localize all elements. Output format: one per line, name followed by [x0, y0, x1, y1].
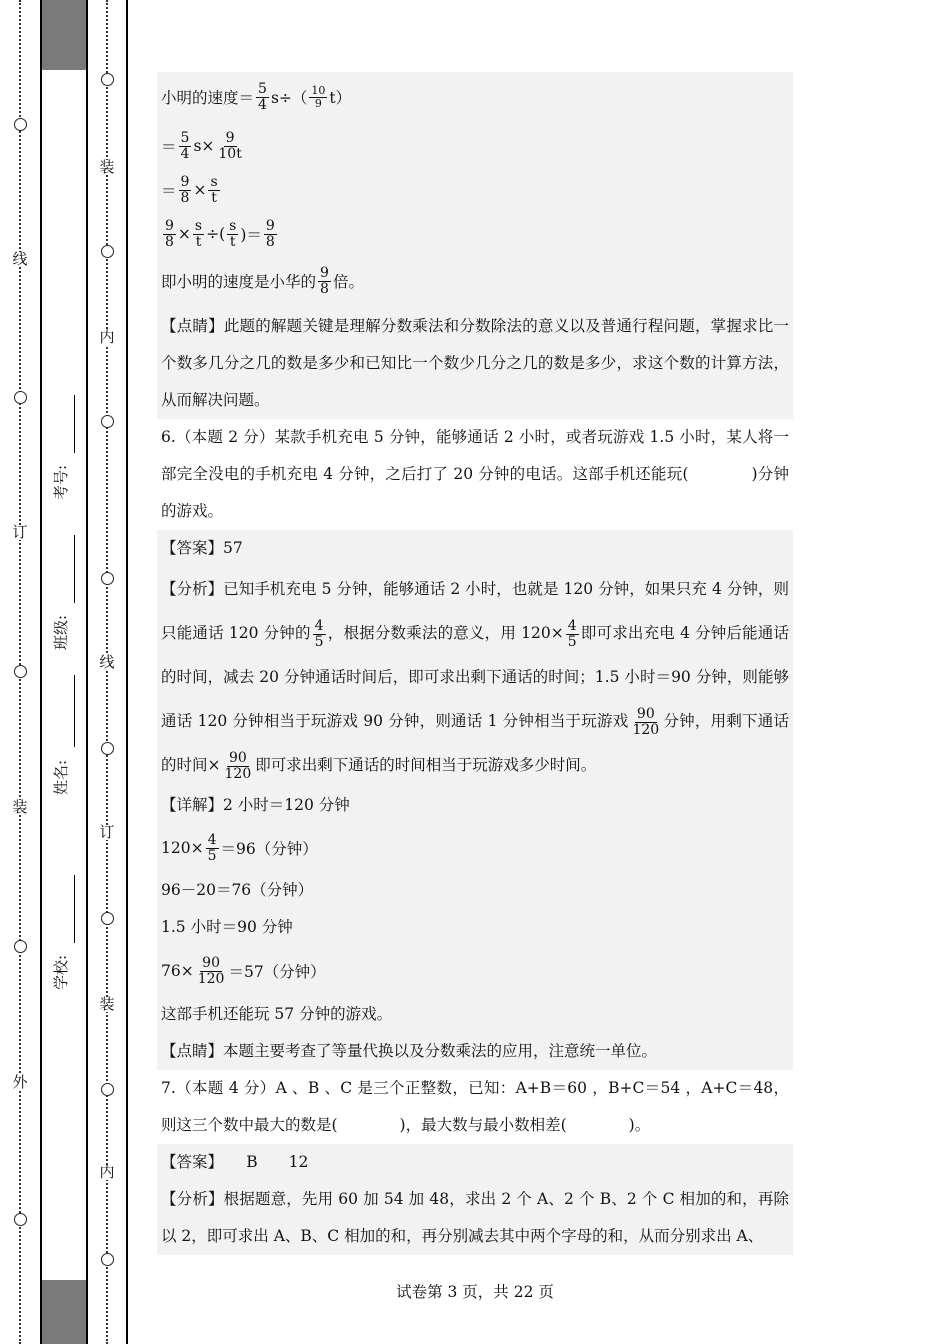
binding-circle — [14, 391, 27, 404]
binding-circle — [101, 245, 114, 258]
answer-line: 【答案】57 — [161, 539, 243, 557]
outer-label: 装 — [10, 800, 30, 815]
calc-line-4: $\frac{9}{8}$ × $\frac{s}{t}$ ÷( $\frac{s}{t}$ )＝ $\frac{9}{8}$ — [165, 217, 275, 250]
analysis-paragraph: 【分析】已知手机充电 5 分钟，能够通话 2 小时，也就是 120 分钟，如果只充 4 分钟，则只能通话 120 分钟的 $\frac{4}{5}$ ，根据分数乘法的意义，用 120× $\frac{4}{5}$ 即可求出充电 4 分钟后能通话的时间，减去 20 分钟通话时间后，即可求出剩下通话的时间；1.5 小时＝90 分钟，则能够通话 120 分钟相当于玩游戏 90 分钟，则通话 1 分钟相当于玩游戏 $\frac{90}{120}$ 分钟，用剩下通话的时间× $\frac{90}{120}$ 即可求出剩下通话的时间相当于玩游戏多少时间。 — [161, 580, 789, 782]
detail-line-2: 96－20＝76（分钟） — [161, 881, 314, 899]
calc-line-2: ＝ $\frac{5}{4}$ s× $\frac{9}{10t}$ — [161, 129, 242, 162]
outer-dotted-column — [10, 0, 30, 1344]
answer-line: 【答案】 B 12 — [161, 1153, 309, 1171]
fraction: $\frac{4}{5}$ — [314, 617, 324, 650]
binding-circle — [101, 572, 114, 585]
detail-line-4: 76× $\frac{90}{120}$ ＝57（分钟） — [161, 954, 326, 987]
comment-paragraph: 【点睛】本题主要考查了等量代换以及分数乘法的应用，注意统一单位。 — [161, 1042, 658, 1060]
inner-label: 内 — [97, 330, 117, 345]
question-7-solution — [157, 1144, 793, 1255]
inner-label: 线 — [97, 655, 117, 670]
binding-circle — [101, 73, 114, 86]
binding-circle — [101, 415, 114, 428]
fraction: $\frac{90}{120}$ — [197, 954, 225, 987]
outer-label: 线 — [10, 252, 30, 267]
solution-continuation — [157, 72, 793, 419]
fraction: $\frac{90}{120}$ — [632, 705, 660, 738]
fraction: $\frac{9}{8}$ — [265, 217, 275, 250]
fraction: $\frac{9}{8}$ — [165, 217, 174, 250]
fraction: $\frac{9}{8}$ — [320, 264, 329, 297]
page-content — [157, 72, 793, 1255]
inner-label: 装 — [97, 997, 117, 1012]
binding-circle — [101, 1083, 114, 1096]
question-7: 7.（本题 4 分）A 、B 、C 是三个正整数，已知：A+B＝60 ，B+C＝54 ，A+C＝48，则这三个数中最大的数是( )，最大数与最小数相差( )。 — [161, 1079, 789, 1134]
fraction: $\frac{s}{t}$ — [194, 217, 203, 250]
gray-band-top — [42, 0, 86, 70]
binding-circle — [14, 665, 27, 678]
fraction: $\frac{90}{120}$ — [224, 749, 252, 782]
binding-circle — [101, 912, 114, 925]
fraction: $\frac{5}{4}$ — [180, 129, 190, 162]
calc-line-1: 小明的速度＝ $\frac{5}{4}$ s÷（ $\frac{10}{9}$ t） — [161, 80, 352, 113]
detail-line-1: 120× $\frac{4}{5}$ ＝96（分钟） — [161, 831, 318, 864]
comment-paragraph: 【点睛】此题的解题关键是理解分数乘法和分数除法的意义以及普通行程问题，掌握求比一个数多几分之几的数是多少和已知比一个数少几分之几的数是多少，求这个数的计算方法，从而解决问题。 — [161, 317, 789, 409]
question-6: 6.（本题 2 分）某款手机充电 5 分钟，能够通话 2 小时，或者玩游戏 1.5 小时，某人将一部完全没电的手机充电 4 分钟，之后打了 20 分钟的电话。这部手机还能玩( )分钟的游戏。 — [161, 428, 789, 520]
detail-line-3: 1.5 小时＝90 分钟 — [161, 918, 293, 936]
binding-circle — [101, 1253, 114, 1266]
fraction: $\frac{4}{5}$ — [207, 831, 217, 864]
calc-line-3: ＝ $\frac{9}{8}$ × $\frac{s}{t}$ — [161, 173, 218, 206]
outer-label: 外 — [10, 1075, 30, 1090]
inner-dotted-column — [97, 0, 117, 1344]
fraction: $\frac{s}{t}$ — [229, 217, 237, 250]
fraction: $\frac{9}{8}$ — [180, 173, 190, 206]
detail-line-5: 这部手机还能玩 57 分钟的游戏。 — [161, 1005, 393, 1023]
student-info-strip: 学校: 姓名: 班级: 考号: — [42, 70, 86, 1280]
inner-label: 订 — [97, 825, 117, 840]
fraction: $\frac{10}{9}$ — [311, 83, 326, 110]
binding-circle — [14, 118, 27, 131]
fraction: $\frac{4}{5}$ — [567, 617, 577, 650]
detail-title: 【详解】2 小时＝120 分钟 — [161, 796, 350, 814]
binding-circle — [14, 1213, 27, 1226]
page-footer: 试卷第 3 页，共 22 页 — [396, 1283, 554, 1301]
fraction: $\frac{5}{4}$ — [258, 80, 267, 113]
inner-label: 内 — [97, 1165, 117, 1180]
question-6-solution — [157, 530, 793, 1070]
fraction: $\frac{s}{t}$ — [210, 173, 218, 206]
binding-circle — [101, 742, 114, 755]
binding-circle — [14, 940, 27, 953]
fraction: $\frac{9}{10t}$ — [218, 129, 242, 162]
outer-label: 订 — [10, 525, 30, 540]
inner-label: 装 — [97, 160, 117, 175]
conclusion-line: 即小明的速度是小华的 $\frac{9}{8}$ 倍。 — [161, 264, 364, 297]
analysis-paragraph: 【分析】根据题意，先用 60 加 54 加 48，求出 2 个 A、2 个 B、2 个 C 相加的和，再除以 2，即可求出 A、B、C 相加的和，再分别减去其中两个字母的和，从而分别求出 A、 — [161, 1190, 789, 1245]
